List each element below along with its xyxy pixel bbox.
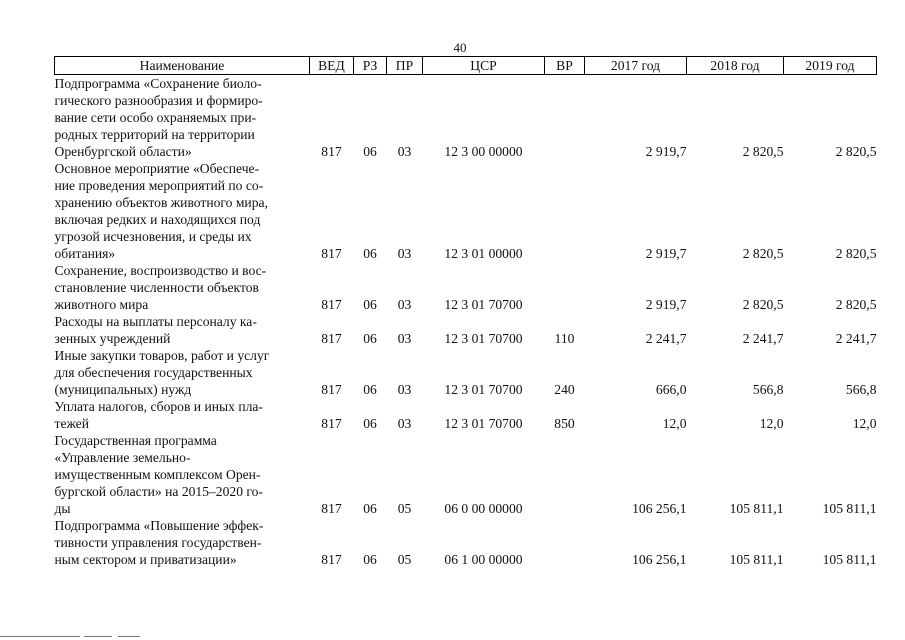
row-csr: 06 1 00 00000 (444, 552, 523, 567)
row-name-line: хранению объектов животного мира, (54, 195, 268, 210)
row-csr: 12 3 01 70700 (444, 331, 523, 346)
row-name (55, 432, 310, 517)
row-vr (545, 432, 585, 517)
row-vr (545, 517, 585, 568)
row-name-line: «Управление земельно- (54, 450, 191, 465)
row-name-line: Уплата налогов, сборов и иных пла- (54, 399, 263, 414)
row-name (55, 160, 310, 262)
row-pr: 03 (397, 382, 412, 397)
header-rz: РЗ (354, 57, 387, 75)
row-amount-2018: 12,0 (759, 416, 784, 431)
table-row (55, 313, 877, 347)
header-year-2018: 2018 год (687, 57, 784, 75)
row-vr (545, 262, 585, 313)
row-amount-2017: 12,0 (662, 416, 687, 431)
header-csr: ЦСР (423, 57, 545, 75)
row-amount-2019: 566,8 (845, 382, 877, 397)
row-name (55, 398, 310, 432)
footer-rule (0, 636, 80, 637)
table-row (55, 398, 877, 432)
row-ved: 817 (321, 552, 342, 567)
row-name-line: для обеспечения государственных (54, 365, 253, 380)
row-name-line: бургской области» на 2015–2020 го- (54, 484, 263, 499)
row-amount-2018: 105 811,1 (729, 552, 784, 567)
row-name-line: Основное мероприятие «Обеспече- (54, 161, 260, 176)
row-pr: 03 (397, 246, 412, 261)
row-name-line: Подпрограмма «Сохранение биоло- (54, 76, 262, 91)
row-name-line: Подпрограмма «Повышение эффек- (54, 518, 264, 533)
row-name (55, 347, 310, 398)
row-ved: 817 (321, 416, 342, 431)
row-name-line: Сохранение, воспроизводство и вос- (54, 263, 267, 278)
row-rz: 06 (363, 297, 377, 312)
row-amount-2018: 2 820,5 (742, 297, 784, 312)
row-amount-2019: 2 820,5 (835, 144, 877, 159)
row-csr: 12 3 01 00000 (444, 246, 523, 261)
row-amount-2017: 2 919,7 (645, 297, 687, 312)
row-pr: 03 (397, 297, 412, 312)
row-name-line: становление численности объектов (54, 280, 259, 295)
row-amount-2018: 566,8 (752, 382, 784, 397)
row-rz: 06 (363, 144, 377, 159)
row-name-line: тивности управления государствен- (54, 535, 262, 550)
row-pr: 05 (397, 552, 412, 567)
row-name-line: гического разнообразия и формиро- (54, 93, 263, 108)
table-body (55, 75, 877, 569)
row-rz: 06 (363, 382, 377, 397)
row-vr: 110 (554, 331, 575, 346)
page-number: 40 (453, 40, 467, 55)
row-name-line: (муниципальных) нужд (54, 382, 192, 397)
row-amount-2017: 106 256,1 (632, 552, 687, 567)
row-amount-2017: 666,0 (655, 382, 687, 397)
table-row (55, 75, 877, 161)
table-row (55, 160, 877, 262)
row-ved: 817 (321, 246, 342, 261)
row-ved: 817 (321, 501, 342, 516)
row-ved: 817 (321, 297, 342, 312)
row-amount-2018: 105 811,1 (729, 501, 784, 516)
row-ved: 817 (321, 144, 342, 159)
table-row (55, 347, 877, 398)
row-ved: 817 (321, 331, 342, 346)
table-row (55, 262, 877, 313)
row-name-line: обитания» (54, 246, 116, 261)
header-ved: ВЕД (310, 57, 354, 75)
header-year-2017: 2017 год (585, 57, 687, 75)
row-amount-2019: 105 811,1 (822, 501, 877, 516)
row-name-line: родных территорий на территории (54, 127, 255, 142)
row-csr: 12 3 01 70700 (444, 382, 523, 397)
row-name-line: вание сети особо охраняемых при- (54, 110, 257, 125)
row-ved: 817 (321, 382, 342, 397)
row-rz: 06 (363, 331, 377, 346)
row-amount-2019: 2 820,5 (835, 297, 877, 312)
row-vr: 850 (554, 416, 575, 431)
row-name (55, 262, 310, 313)
row-csr: 12 3 01 70700 (444, 416, 523, 431)
header-vr: ВР (545, 57, 585, 75)
row-rz: 06 (363, 416, 377, 431)
row-name-line: тежей (54, 416, 89, 431)
row-name-line: имущественным комплексом Орен- (54, 467, 261, 482)
row-amount-2017: 2 919,7 (645, 144, 687, 159)
table-header-row (55, 57, 877, 75)
header-year-2019: 2019 год (784, 57, 877, 75)
row-pr: 03 (397, 144, 412, 159)
row-csr: 06 0 00 00000 (444, 501, 523, 516)
row-amount-2017: 2 919,7 (645, 246, 687, 261)
table-row (55, 432, 877, 517)
row-amount-2017: 2 241,7 (645, 331, 687, 346)
row-amount-2018: 2 820,5 (742, 144, 784, 159)
row-amount-2019: 2 241,7 (835, 331, 877, 346)
row-name-line: угрозой исчезновения, и среды их (54, 229, 252, 244)
row-name-line: зенных учреждений (54, 331, 171, 346)
row-name (55, 75, 310, 161)
row-amount-2018: 2 241,7 (742, 331, 784, 346)
row-rz: 06 (363, 552, 377, 567)
row-name-line: Оренбургской области» (54, 144, 192, 159)
row-pr: 05 (397, 501, 412, 516)
footer-rule (118, 636, 140, 637)
row-name (55, 517, 310, 568)
row-csr: 12 3 01 70700 (444, 297, 523, 312)
row-name-line: ние проведения мероприятий по со- (54, 178, 264, 193)
row-vr (545, 75, 585, 161)
row-pr: 03 (397, 331, 412, 346)
row-vr: 240 (554, 382, 575, 397)
row-amount-2019: 12,0 (852, 416, 877, 431)
row-amount-2018: 2 820,5 (742, 246, 784, 261)
row-name-line: ды (54, 501, 71, 516)
row-name-line: животного мира (54, 297, 149, 312)
row-name-line: Иные закупки товаров, работ и услуг (54, 348, 270, 363)
row-pr: 03 (397, 416, 412, 431)
header-name: Наименование (55, 57, 310, 75)
row-csr: 12 3 00 00000 (444, 144, 523, 159)
row-name-line: Государственная программа (54, 433, 217, 448)
row-name-line: включая редких и находящихся под (54, 212, 261, 227)
table-row (55, 517, 877, 568)
row-name (55, 313, 310, 347)
footer-rule (84, 636, 112, 637)
row-name-line: Расходы на выплаты персоналу ка- (54, 314, 257, 329)
row-rz: 06 (363, 501, 377, 516)
budget-table (54, 56, 877, 568)
row-vr (545, 160, 585, 262)
header-pr: ПР (387, 57, 423, 75)
row-amount-2019: 2 820,5 (835, 246, 877, 261)
row-rz: 06 (363, 246, 377, 261)
row-name-line: ным сектором и приватизации» (54, 552, 237, 567)
row-amount-2017: 106 256,1 (632, 501, 687, 516)
row-amount-2019: 105 811,1 (822, 552, 877, 567)
